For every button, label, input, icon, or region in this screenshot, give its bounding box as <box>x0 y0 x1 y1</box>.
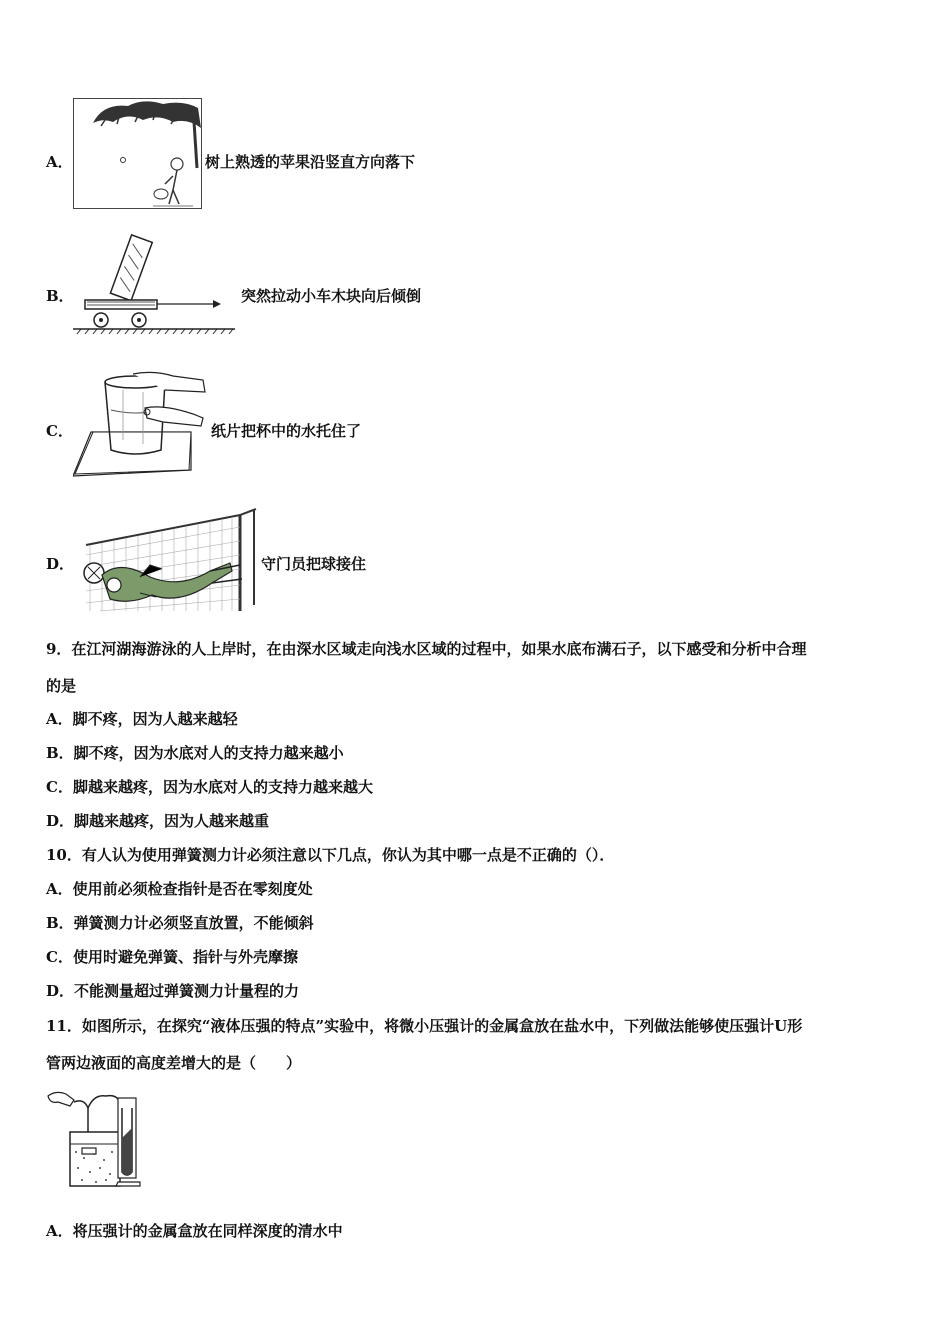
q9-option-d: D．脚越来越疼，因为人越来越重 <box>46 812 270 830</box>
q11-stem-line2: 管两边液面的高度差增大的是（ ） <box>46 1054 302 1072</box>
q10-option-d: D．不能测量超过弹簧测力计量程的力 <box>46 982 300 1000</box>
option-b-label: B． <box>46 287 74 305</box>
cart-block-figure <box>73 234 238 340</box>
q10-stem: 10．有人认为使用弹簧测力计必须注意以下几点，你认为其中哪一点是不正确的（）． <box>46 846 615 864</box>
cup-paper-figure <box>73 370 208 478</box>
q9-option-a: A．脚不疼，因为人越来越轻 <box>46 710 238 728</box>
option-a-text: 树上熟透的苹果沿竖直方向落下 <box>205 153 416 171</box>
option-a-label: A． <box>46 153 73 171</box>
goalkeeper-figure <box>80 505 258 613</box>
q9-stem-line2: 的是 <box>46 677 77 695</box>
option-c-text: 纸片把杯中的水托住了 <box>211 422 362 440</box>
q10-option-b: B．弹簧测力计必须竖直放置，不能倾斜 <box>46 914 314 932</box>
q10-option-a: A．使用前必须检查指针是否在零刻度处 <box>46 880 313 898</box>
q9-option-b: B．脚不疼，因为水底对人的支持力越来越小 <box>46 744 344 762</box>
option-b-text-visible: 突然拉动小车木块向后倾倒 <box>241 287 422 305</box>
q10-option-c: C．使用时避免弹簧、指针与外壳摩擦 <box>46 948 298 966</box>
q9-option-c: C．脚越来越疼，因为水底对人的支持力越来越大 <box>46 778 373 796</box>
q11-option-a: A．将压强计的金属盒放在同样深度的清水中 <box>46 1222 343 1240</box>
option-d-label: D． <box>46 555 75 573</box>
option-c-label: C． <box>46 422 73 440</box>
apple-tree-figure <box>73 98 203 210</box>
option-d-text: 守门员把球接住 <box>261 555 367 573</box>
q9-stem-line1: 9．在江河湖海游泳的人上岸时，在由深水区域走向浅水区域的过程中，如果水底布满石子，以下感受和分析中合理 <box>46 640 807 658</box>
pressure-gauge-figure <box>44 1088 148 1190</box>
q11-stem-line1: 11．如图所示，在探究“液体压强的特点”实验中，将微小压强计的金属盒放在盐水中，下列做法能够使压强计U形 <box>46 1017 803 1035</box>
